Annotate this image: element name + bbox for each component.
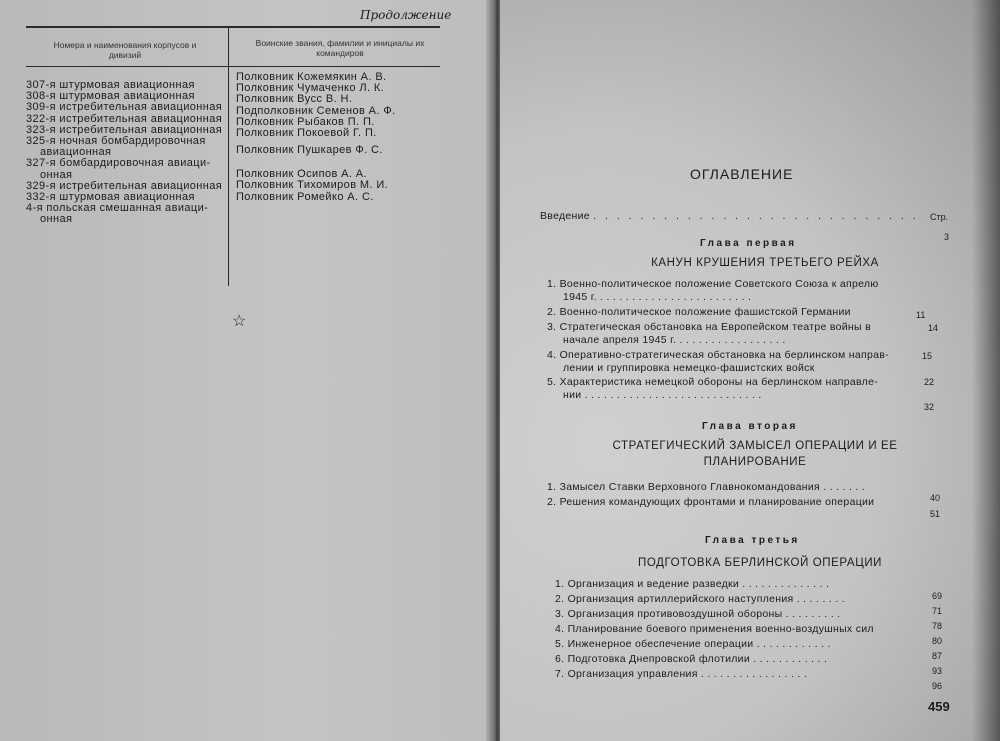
- divisions-column: [26, 80, 226, 226]
- table-header-rule: [26, 66, 440, 67]
- toc-intro-dots: . . . . . . . . . . . . . . . . . . . . . . . . . . . .: [593, 210, 919, 222]
- toc-item: 1. Военно-политическое положение Советского Союза к апрелю: [547, 278, 879, 290]
- chapter3-title: ПОДГОТОВКА БЕРЛИНСКОЙ ОПЕРАЦИИ: [637, 557, 883, 569]
- chapter1-label: Глава первая: [700, 238, 797, 249]
- toc-item: 7. Организация управления . . . . . . . . . . . . . . . . .: [555, 668, 808, 680]
- toc-item: нии . . . . . . . . . . . . . . . . . . . . . . . . . . . .: [563, 389, 762, 401]
- commander-row: Подполковник Семенов А. Ф.: [236, 104, 396, 117]
- toc-intro-page: 3: [944, 232, 950, 242]
- header-commanders: Воинские звания, фамилии и инициалы их командиров: [255, 38, 425, 58]
- page-number: 459: [928, 699, 950, 714]
- page-edge-shadow: [972, 0, 1000, 741]
- toc-title: ОГЛАВЛЕНИЕ: [690, 166, 794, 182]
- chapter1-title: КАНУН КРУШЕНИЯ ТРЕТЬЕГО РЕЙХА: [651, 257, 879, 269]
- toc-item: 1. Замысел Ставки Верховного Главнокомандования . . . . . . .: [547, 481, 866, 493]
- toc-page-num: 71: [932, 606, 943, 616]
- division-row: 307-я штурмовая авиационная: [26, 79, 195, 91]
- commander-row: Полковник Чумаченко Л. К.: [236, 82, 385, 95]
- toc-item: 4. Оперативно-стратегическая обстановка на берлинском направ-: [547, 349, 889, 361]
- table-top-rule: [26, 26, 440, 28]
- division-row: 323-я истребительная авиационная: [26, 123, 223, 136]
- chapter3-label: Глава третья: [705, 535, 800, 546]
- division-row: 325-я ночная бомбардировочная: [26, 135, 206, 148]
- commander-row: Полковник Покоевой Г. П.: [236, 127, 377, 140]
- toc-page-num: 69: [932, 591, 943, 601]
- commander-row: Полковник Рыбаков П. П.: [236, 115, 375, 128]
- star-ornament-icon: ☆: [232, 311, 247, 330]
- division-row: авиационная: [40, 146, 112, 159]
- commander-row: Полковник Вусс В. Н.: [236, 93, 353, 106]
- toc-page-num: 78: [932, 621, 943, 631]
- division-row: 308-я штурмовая авиационная: [26, 90, 195, 103]
- toc-page-num: 14: [928, 323, 939, 333]
- toc-item: 3. Организация противовоздушной обороны . . . . . . . . .: [555, 608, 841, 620]
- toc-item: 6. Подготовка Днепровской флотилии . . . . . . . . . . . .: [555, 653, 828, 665]
- left-page: [0, 0, 492, 741]
- toc-intro: [540, 210, 919, 222]
- commander-row: Полковник Пушкарев Ф. С.: [236, 144, 383, 157]
- division-row: 327-я бомбардировочная авиаци-: [26, 157, 211, 170]
- header-divisions: Номера и наименования корпусов и дивизий: [53, 40, 197, 60]
- continuation-label: Продолжение: [360, 8, 452, 22]
- toc-page-num: 80: [932, 636, 943, 646]
- toc-item: 2. Организация артиллерийского наступления . . . . . . . .: [555, 593, 846, 605]
- chapter2-title-line2: ПЛАНИРОВАНИЕ: [703, 456, 807, 468]
- toc-item: лении и группировка немецко-фашистских войск: [563, 362, 815, 374]
- toc-page-num: 22: [924, 377, 935, 387]
- toc-page-num: 96: [932, 681, 943, 691]
- toc-page-num: 11: [916, 310, 926, 320]
- toc-item: 1945 г. . . . . . . . . . . . . . . . . . . . . . . . .: [563, 291, 752, 303]
- division-row: онная: [40, 168, 73, 181]
- division-row: 4-я польская смешанная авиаци-: [26, 202, 209, 215]
- toc-page-header: Стр.: [930, 212, 949, 222]
- commander-row: Полковник Тихомиров М. И.: [236, 179, 389, 192]
- commander-row: Полковник Осипов А. А.: [236, 168, 368, 181]
- toc-page-num: 32: [924, 402, 935, 412]
- toc-page-num: 93: [932, 666, 943, 676]
- toc-item: начале апреля 1945 г. . . . . . . . . . . . . . . . . .: [563, 334, 786, 346]
- division-row: 309-я истребительная авиационная: [26, 101, 223, 114]
- toc-intro-label: Введение: [540, 210, 590, 222]
- commander-row: Полковник Ромейко А. С.: [236, 190, 374, 203]
- commanders-column: [236, 72, 456, 203]
- chapter2-title-line1: СТРАТЕГИЧЕСКИЙ ЗАМЫСЕЛ ОПЕРАЦИИ И ЕЕ: [612, 440, 898, 452]
- toc-item: 5. Инженерное обеспечение операции . . . . . . . . . . . .: [555, 638, 831, 650]
- toc-item: 2. Решения командующих фронтами и планирование операции: [547, 496, 875, 508]
- toc-item: 1. Организация и ведение разведки . . . . . . . . . . . . . .: [555, 578, 830, 590]
- toc-item: 5. Характеристика немецкой обороны на берлинском направле-: [547, 376, 879, 388]
- toc-item: 4. Планирование боевого применения военно-воздушных сил: [555, 623, 874, 635]
- division-row: 329-я истребительная авиационная: [26, 179, 223, 192]
- chapter2-label: Глава вторая: [702, 421, 798, 432]
- toc-page-num: 51: [930, 509, 941, 519]
- commander-row: Полковник Кожемякин А. В.: [236, 71, 387, 83]
- toc-page-num: 15: [922, 351, 933, 361]
- division-row: 322-я истребительная авиационная: [26, 112, 223, 125]
- toc-page-num: 87: [932, 651, 943, 661]
- toc-item: 3. Стратегическая обстановка на Европейском театре войны в: [547, 321, 871, 333]
- division-row: 332-я штурмовая авиационная: [26, 191, 195, 204]
- toc-page-num: 40: [930, 493, 941, 503]
- toc-item: 2. Военно-политическое положение фашистской Германии: [547, 306, 851, 318]
- division-row: онная: [40, 213, 73, 226]
